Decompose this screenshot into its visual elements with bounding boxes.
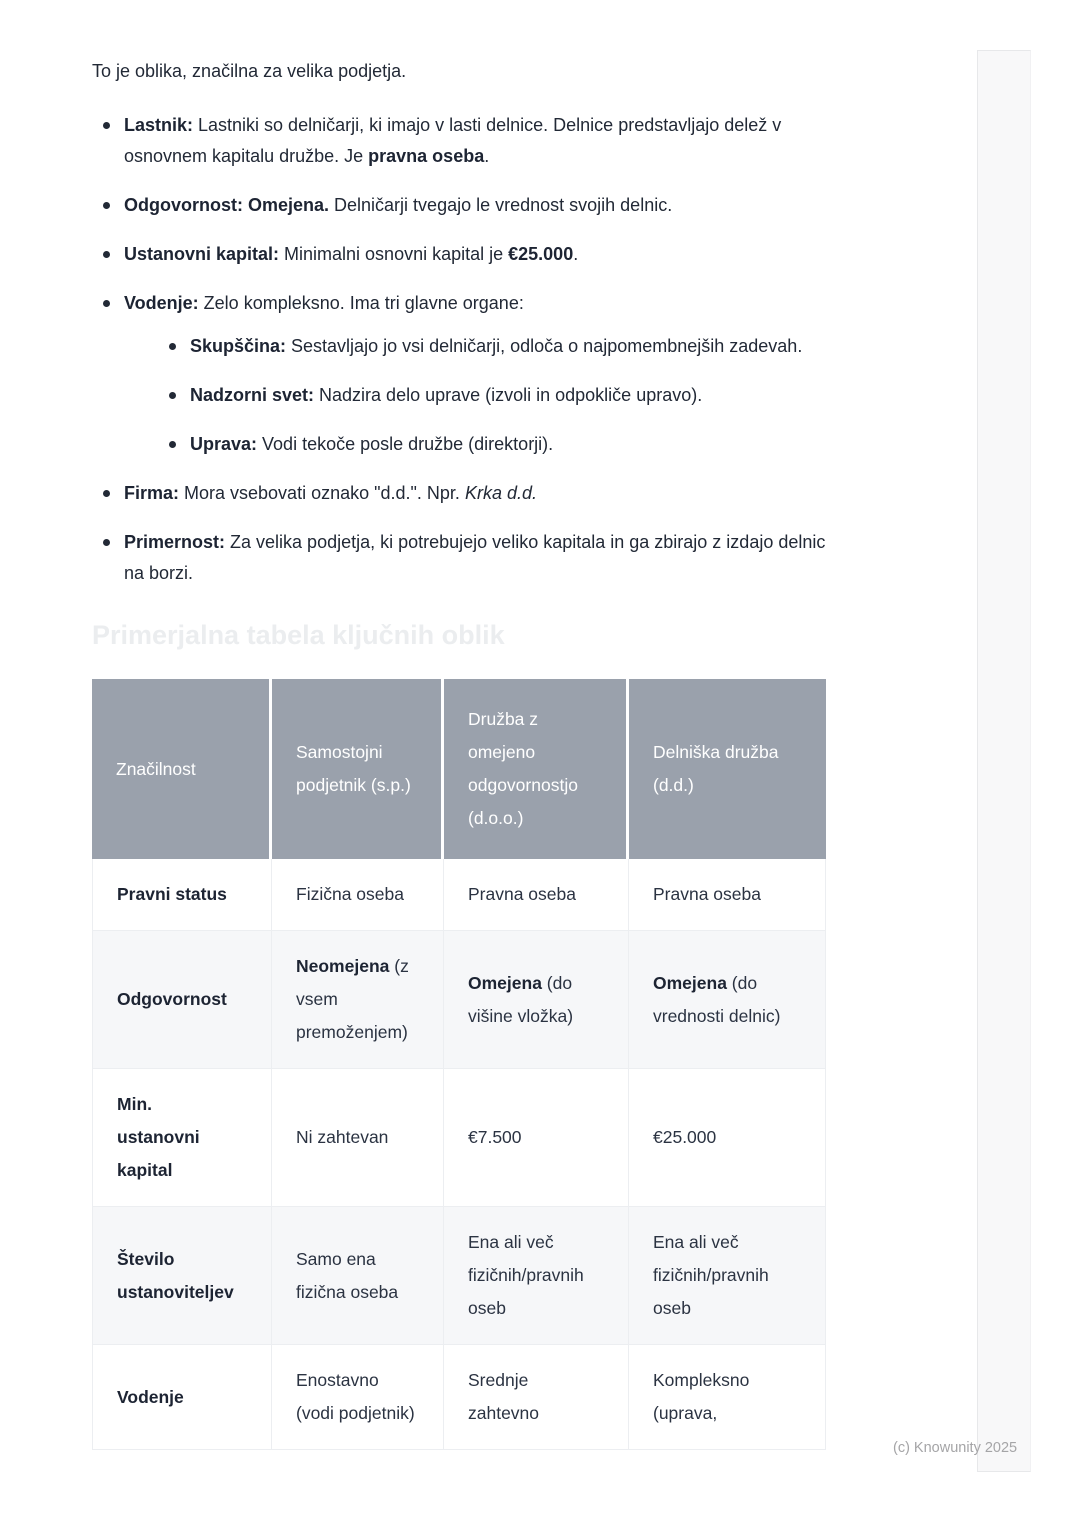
header-cell-doo: Družba z omejeno odgovornostjo (d.o.o.): [444, 679, 629, 859]
bullet-text: Sestavljajo jo vsi delničarji, odloča o najpomembnejših zadevah.: [286, 336, 803, 356]
sub-bullet-uprava: [158, 429, 832, 460]
bullet-bold: pravna oseba: [368, 146, 485, 166]
feature-cell: Število ustanoviteljev: [92, 1207, 272, 1345]
header-cell-dd: Delniška družba (d.d.): [629, 679, 826, 859]
table-row-vodenje: [92, 1345, 826, 1450]
bullet-label: Primernost:: [124, 532, 226, 552]
bullet-text: Mora vsebovati oznako "d.d.". Npr.: [179, 483, 465, 503]
table-cell: Omejena (do višine vložka): [444, 931, 629, 1069]
bullet-label: Ustanovni kapital:: [124, 244, 280, 264]
bullet-label: Skupščina:: [190, 336, 287, 356]
table-cell: Ena ali več fizičnih/pravnih oseb: [444, 1207, 629, 1345]
next-page-edge: [977, 50, 1031, 1472]
feature-cell: Pravni status: [92, 859, 272, 931]
bullet-label: Odgovornost: Omejena.: [124, 195, 330, 215]
intro-paragraph: To je oblika, značilna za velika podjetja.: [92, 61, 407, 81]
bullet-item-lastnik: [92, 110, 832, 172]
bullet-text: Vodi tekoče posle družbe (direktorji).: [257, 434, 554, 454]
table-header-row: [92, 679, 826, 859]
table-cell: Samo ena fizična oseba: [272, 1207, 444, 1345]
table-cell: €7.500: [444, 1069, 629, 1207]
bullet-item-primernost: [92, 527, 832, 589]
bullet-text: Zelo kompleksno. Ima tri glavne organe:: [198, 293, 524, 313]
table-row-pravni-status: [92, 859, 826, 931]
bullet-text: Za velika podjetja, ki potrebujejo veliko kapitala in ga zbirajo z izdajo delnic na borzi.: [124, 532, 826, 583]
table-cell: Enostavno (vodi podjetnik): [272, 1345, 444, 1450]
bullet-text: Nadzira delo uprave (izvoli in odpokliče upravo).: [314, 385, 703, 405]
bullet-label: Uprava:: [190, 434, 258, 454]
feature-cell: Odgovornost: [92, 931, 272, 1069]
sub-bullet-skupscina: [158, 331, 832, 362]
table-cell: Srednje zahtevno: [444, 1345, 629, 1450]
bullet-label: Vodenje:: [124, 293, 199, 313]
table-row-min-kapital: [92, 1069, 826, 1207]
page-content: [92, 0, 832, 1450]
bullet-text: Delničarji tvegajo le vrednost svojih delnic.: [329, 195, 673, 215]
feature-cell: Min. ustanovni kapital: [92, 1069, 272, 1207]
watermark-text: (c) Knowunity 2025: [893, 1440, 1018, 1456]
table-cell: Fizična oseba: [272, 859, 444, 931]
bullet-italic: Krka d.d.: [464, 483, 537, 503]
comparison-table: [92, 679, 826, 1450]
bullet-label: Nadzorni svet:: [190, 385, 315, 405]
table-row-stevilo-ustanoviteljev: [92, 1207, 826, 1345]
feature-cell: Vodenje: [92, 1345, 272, 1450]
bullet-label: Lastnik:: [124, 115, 194, 135]
header-cell-sp: Samostojni podjetnik (s.p.): [272, 679, 444, 859]
section-heading: Primerjalna tabela ključnih oblik: [92, 620, 505, 650]
bullet-text: .: [573, 244, 579, 264]
table-cell: Neomejena (z vsem premoženjem): [272, 931, 444, 1069]
bullet-list: [92, 110, 832, 589]
bullet-label: Firma:: [124, 483, 180, 503]
table-cell: Pravna oseba: [629, 859, 826, 931]
table-cell: Pravna oseba: [444, 859, 629, 931]
bullet-item-firma: [92, 478, 832, 509]
bullet-text: Minimalni osnovni kapital je: [279, 244, 509, 264]
sub-bullet-list: [158, 331, 832, 460]
table-row-odgovornost: [92, 931, 826, 1069]
sub-bullet-nadzorni-svet: [158, 380, 832, 411]
table-cell: Omejena (do vrednosti delnic): [629, 931, 826, 1069]
table-cell: €25.000: [629, 1069, 826, 1207]
table-cell: Ni zahtevan: [272, 1069, 444, 1207]
bullet-item-ustanovni-kapital: [92, 239, 832, 270]
bullet-item-vodenje: [92, 288, 832, 460]
table-cell: Ena ali več fizičnih/pravnih oseb: [629, 1207, 826, 1345]
header-cell-znacilnost: Značilnost: [92, 679, 272, 859]
bullet-bold: €25.000: [508, 244, 574, 264]
bullet-text: Lastniki so delničarji, ki imajo v lasti delnice. Delnice predstavljajo delež v osnovnem kapitalu družbe. Je: [124, 115, 782, 166]
bullet-item-odgovornost: [92, 190, 832, 221]
bullet-text: .: [484, 146, 490, 166]
table-cell: Kompleksno (uprava,: [629, 1345, 826, 1450]
